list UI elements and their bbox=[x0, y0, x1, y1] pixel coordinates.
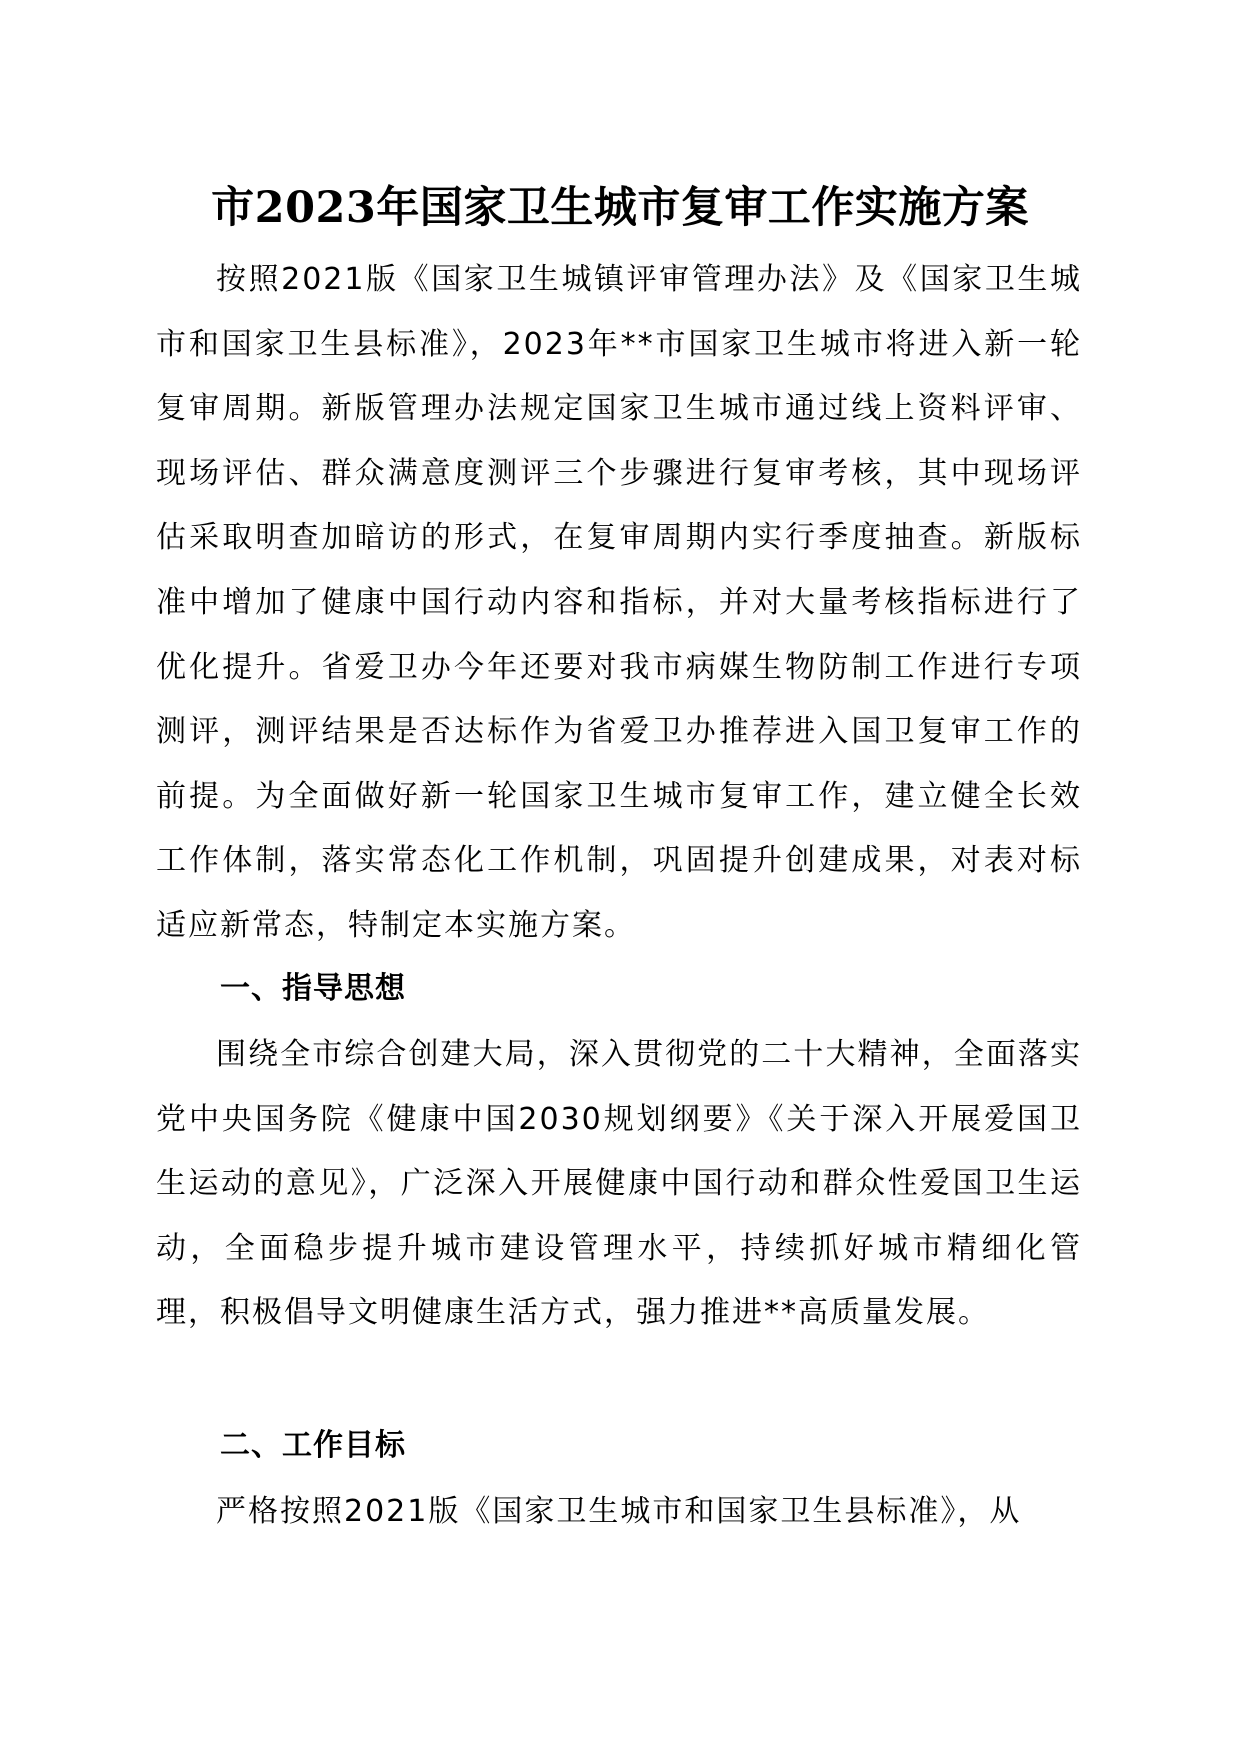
section-heading-guiding-ideology: 一、指导思想 bbox=[220, 971, 406, 1006]
section-heading-work-goals: 二、工作目标 bbox=[220, 1428, 406, 1463]
intro-paragraph: 按照2021版《国家卫生城镇评审管理办法》及《国家卫生城市和国家卫生县标准》，2023年**市国家卫生城市将进入新一轮复审周期。新版管理办法规定国家卫生城市通过线上资料评审、现场评估、群众满意度测评三个步骤进行复审考核，其中现场评估采取明查加暗访的形式，在复审周期内实行季度抽查。新版标准中增加了健康中国行动内容和指标，并对大量考核指标进行了优化提升。省爱卫办今年还要对我市病媒生物防制工作进行专项测评，测评结果是否达标作为省爱卫办推荐进入国卫复审工作的前提。为全面做好新一轮国家卫生城市复审工作，建立健全长效工作体制，落实常态化工作机制，巩固提升创建成果，对表对标适应新常态，特制定本实施方案。 bbox=[156, 262, 1082, 943]
intro-paragraph-block bbox=[156, 248, 1082, 959]
work-goals-paragraph: 严格按照2021版《国家卫生城市和国家卫生县标准》，从 bbox=[216, 1494, 1022, 1529]
work-goals-paragraph-block bbox=[156, 1480, 1082, 1545]
guiding-ideology-paragraph-block bbox=[156, 1023, 1082, 1346]
guiding-ideology-paragraph: 围绕全市综合创建大局，深入贯彻党的二十大精神，全面落实党中央国务院《健康中国2030规划纲要》《关于深入开展爱国卫生运动的意见》，广泛深入开展健康中国行动和群众性爱国卫生运动，全面稳步提升城市建设管理水平，持续抓好城市精细化管理，积极倡导文明健康生活方式，强力推进**高质量发展。 bbox=[156, 1037, 1082, 1331]
document-title: 市2023年国家卫生城市复审工作实施方案 bbox=[211, 183, 1029, 233]
